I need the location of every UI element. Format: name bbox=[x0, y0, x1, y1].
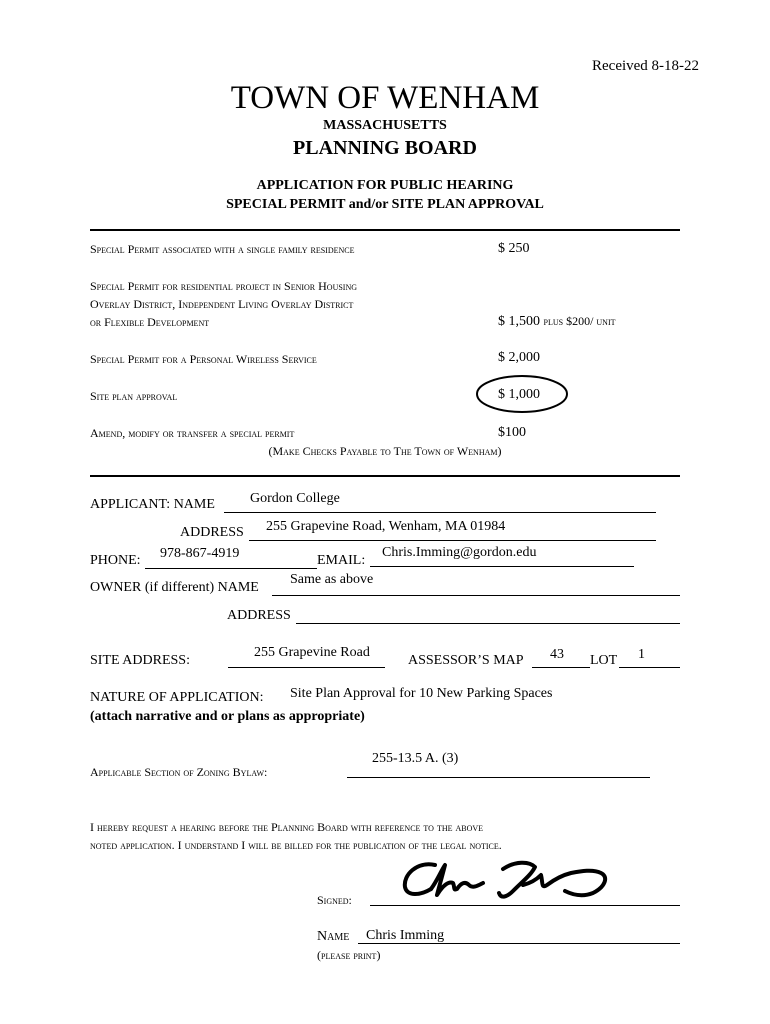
lot-line bbox=[619, 667, 680, 668]
site-address-label: SITE ADDRESS: bbox=[90, 653, 190, 668]
name-label bbox=[317, 929, 349, 945]
bylaw-label: Applicable Section of Zoning Bylaw: bbox=[90, 765, 268, 779]
fee-label-senior-line2: Overlay District, Independent Living Overlay District bbox=[90, 297, 354, 311]
checks-payable-note: (Make Checks Payable to The Town of Wenham) bbox=[268, 444, 502, 458]
divider-top bbox=[90, 229, 680, 231]
owner-address-line bbox=[296, 623, 680, 624]
fee-label-senior-line1: Special Permit for residential project in Senior Housing bbox=[90, 279, 358, 293]
fee-amount-senior bbox=[498, 314, 616, 330]
fee-label-wireless: Special Permit for a Personal Wireless Service bbox=[90, 352, 317, 366]
received-date: Received 8-18-22 bbox=[592, 58, 700, 74]
fee-label-amend: Amend, modify or transfer a special permit bbox=[90, 426, 295, 440]
fee-label-site-plan: Site plan approval bbox=[90, 389, 178, 403]
board-title: PLANNING BOARD bbox=[293, 137, 477, 159]
fee-circle-mark bbox=[474, 373, 570, 415]
assessor-map-label: ASSESSOR’S MAP bbox=[408, 653, 524, 668]
fee-amount-senior-value: $ 1,500 bbox=[498, 314, 540, 329]
application-title-line2: SPECIAL PERMIT and/or SITE PLAN APPROVAL bbox=[226, 197, 544, 212]
applicant-name-value: Gordon College bbox=[250, 491, 340, 506]
owner-address-label: ADDRESS bbox=[227, 608, 291, 623]
request-text-line2: noted application. I understand I will be billed for the publication of the legal notice. bbox=[90, 838, 502, 852]
owner-name-value: Same as above bbox=[290, 572, 374, 587]
fee-amount-senior-suffix: plus $200/ unit bbox=[543, 314, 616, 328]
fee-label-senior-line3: or Flexible Development bbox=[90, 315, 210, 329]
signed-label bbox=[317, 893, 352, 908]
email-line bbox=[370, 566, 634, 567]
email-label: EMAIL: bbox=[317, 553, 366, 568]
signed-line bbox=[370, 905, 680, 906]
bylaw-line bbox=[347, 777, 650, 778]
site-address-line bbox=[228, 667, 385, 668]
town-title: TOWN OF WENHAM bbox=[230, 80, 540, 116]
fee-amount-amend: $100 bbox=[498, 425, 526, 440]
name-label-text: Name bbox=[317, 929, 350, 944]
owner-name-line bbox=[272, 595, 680, 596]
fee-amount-wireless: $ 2,000 bbox=[498, 350, 540, 365]
applicant-name-label: APPLICANT: NAME bbox=[90, 497, 215, 512]
fee-amount-site-plan: $ 1,000 bbox=[498, 387, 540, 402]
state-subtitle: MASSACHUSETTS bbox=[323, 118, 447, 133]
assessor-map-line bbox=[532, 667, 590, 668]
assessor-map-value: 43 bbox=[550, 647, 564, 662]
bylaw-value: 255-13.5 A. (3) bbox=[372, 751, 459, 766]
application-title-line1: APPLICATION FOR PUBLIC HEARING bbox=[256, 178, 514, 193]
phone-value: 978-867-4919 bbox=[160, 546, 240, 561]
signed-label-text: Signed: bbox=[317, 893, 352, 907]
nature-label: NATURE OF APPLICATION: bbox=[90, 690, 264, 705]
fee-amount-single-family: $ 250 bbox=[498, 241, 530, 256]
email-value: Chris.Imming@gordon.edu bbox=[382, 545, 537, 560]
applicant-name-line bbox=[224, 512, 656, 513]
divider-bottom bbox=[90, 475, 680, 477]
name-value: Chris Imming bbox=[366, 928, 445, 943]
phone-label: PHONE: bbox=[90, 553, 141, 568]
fee-label-single-family: Special Permit associated with a single family residence bbox=[90, 242, 355, 256]
please-print-note: (please print) bbox=[317, 948, 381, 962]
attach-note: (attach narrative and or plans as appropriate) bbox=[90, 709, 365, 724]
applicant-address-value: 255 Grapevine Road, Wenham, MA 01984 bbox=[266, 519, 506, 534]
phone-line bbox=[145, 568, 317, 569]
name-line bbox=[358, 943, 680, 944]
site-address-value: 255 Grapevine Road bbox=[254, 645, 370, 660]
nature-value: Site Plan Approval for 10 New Parking Spaces bbox=[290, 686, 553, 701]
lot-label: LOT bbox=[590, 653, 618, 668]
applicant-address-label: ADDRESS bbox=[180, 525, 244, 540]
owner-name-label: OWNER (if different) NAME bbox=[90, 580, 259, 595]
handwritten-signature bbox=[395, 855, 620, 905]
applicant-address-line bbox=[249, 540, 656, 541]
lot-value: 1 bbox=[638, 647, 645, 662]
request-text-line1: I hereby request a hearing before the Planning Board with reference to the above bbox=[90, 820, 484, 834]
